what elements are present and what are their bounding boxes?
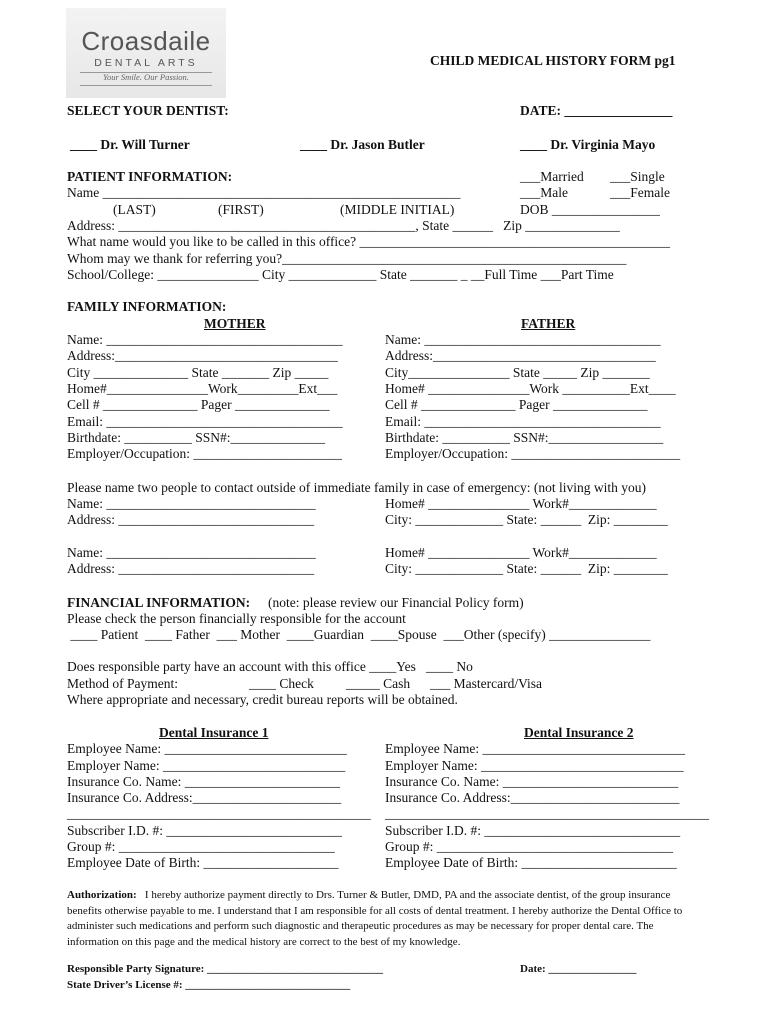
ins2-subscriber-id-field[interactable]: Subscriber I.D. #: _____________________________ — [385, 823, 681, 838]
date-field[interactable]: DATE: ________________ — [520, 103, 673, 118]
authorization-label: Authorization: — [67, 889, 137, 901]
father-name-field[interactable]: Name: ___________________________________ — [385, 332, 661, 347]
logo — [66, 8, 226, 98]
authorization-text: I hereby authorize payment directly to Drs. Turner & Butler, DMD, PA and the associate dentist, of the group insurance benefits otherwise payable to me. I understand that I am responsible for all costs of dental treatment. I hereby authorize the Dental Office to administer such medications and perform such diagnostic and therapeutic procedures as may be necessary for proper dental care. The information on this page and the medical history are correct to the best of my knowledge. — [67, 889, 683, 948]
account-question[interactable]: Does responsible party have an account with this office ____Yes ____ No — [67, 659, 473, 674]
father-heading: FATHER — [521, 316, 576, 331]
logo-name: Croasdaile — [81, 26, 211, 56]
ins2-address-line2-field[interactable]: ________________________________________________ — [385, 806, 709, 821]
male-checkbox[interactable]: ___Male — [520, 185, 568, 200]
dental-insurance-1-heading: Dental Insurance 1 — [159, 725, 269, 740]
mother-email-field[interactable]: Email: ___________________________________ — [67, 414, 343, 429]
ins2-company-address-field[interactable]: Insurance Co. Address:_________________________ — [385, 790, 680, 805]
emergency2-city-field[interactable]: City: _____________ State: ______ Zip: ________ — [385, 561, 668, 576]
signature-date-field[interactable]: Date: ________________ — [520, 963, 637, 975]
mother-name-field[interactable]: Name: ___________________________________ — [67, 332, 343, 347]
emergency1-phone-field[interactable]: Home# _______________ Work#_____________ — [385, 496, 657, 511]
father-address-field[interactable]: Address:_________________________________ — [385, 348, 656, 363]
payment-cash-option[interactable]: _____ Cash — [346, 676, 411, 691]
emergency2-phone-field[interactable]: Home# _______________ Work#_____________ — [385, 545, 657, 560]
ins1-employer-name-field[interactable]: Employer Name: ___________________________ — [67, 758, 346, 773]
dentist-option-butler[interactable]: ____ Dr. Jason Butler — [300, 137, 425, 152]
mother-phone-field[interactable]: Home#_______________Work_________Ext___ — [67, 381, 338, 396]
ins2-company-name-field[interactable]: Insurance Co. Name: __________________________ — [385, 774, 679, 789]
mother-birthdate-field[interactable]: Birthdate: __________ SSN#:______________ — [67, 430, 326, 445]
dentist-option-turner[interactable]: ____ Dr. Will Turner — [70, 137, 190, 152]
financial-note: (note: please review our Financial Policy form) — [268, 595, 524, 610]
married-checkbox[interactable]: ___Married — [520, 169, 584, 184]
last-name-label: (LAST) — [113, 202, 156, 217]
ins2-employee-dob-field[interactable]: Employee Date of Birth: _______________________ — [385, 855, 677, 870]
financial-info-heading: FINANCIAL INFORMATION: — [67, 595, 251, 610]
logo-divider — [80, 85, 212, 86]
signature-field[interactable]: Responsible Party Signature: ________________________________ — [67, 963, 384, 975]
father-cell-field[interactable]: Cell # ______________ Pager ______________ — [385, 397, 648, 412]
mother-cell-field[interactable]: Cell # ______________ Pager ______________ — [67, 397, 330, 412]
father-email-field[interactable]: Email: ___________________________________ — [385, 414, 661, 429]
referral-field[interactable]: Whom may we thank for referring you?___________________________________________________ — [67, 251, 627, 266]
ins1-address-line2-field[interactable]: _____________________________________________ — [67, 806, 371, 821]
patient-name-field[interactable]: Name _____________________________________________________ — [67, 185, 461, 200]
preferred-name-field[interactable]: What name would you like to be called in this office? ______________________________________________ — [67, 234, 671, 249]
father-birthdate-field[interactable]: Birthdate: __________ SSN#:_________________ — [385, 430, 664, 445]
father-phone-field[interactable]: Home# _______________Work __________Ext____ — [385, 381, 676, 396]
dentist-option-mayo[interactable]: ____ Dr. Virginia Mayo — [520, 137, 656, 152]
ins1-group-field[interactable]: Group #: ________________________________ — [67, 839, 335, 854]
emergency1-name-field[interactable]: Name: _______________________________ — [67, 496, 316, 511]
mother-city-field[interactable]: City ______________ State _______ Zip _____ — [67, 365, 329, 380]
ins1-subscriber-id-field[interactable]: Subscriber I.D. #: __________________________ — [67, 823, 342, 838]
ins2-employee-name-field[interactable]: Employee Name: ______________________________ — [385, 741, 685, 756]
emergency-intro: Please name two people to contact outside of immediate family in case of emergency: (not living with you) — [67, 480, 646, 495]
responsible-party-options[interactable]: ____ Patient ____ Father ___ Mother ____Guardian ____Spouse ___Other (specify) _______________ — [67, 627, 651, 642]
patient-info-heading: PATIENT INFORMATION: — [67, 169, 233, 184]
mother-address-field[interactable]: Address:_________________________________ — [67, 348, 338, 363]
ins1-company-name-field[interactable]: Insurance Co. Name: _______________________ — [67, 774, 340, 789]
payment-check-option[interactable]: ____ Check — [249, 676, 314, 691]
ins2-group-field[interactable]: Group #: ___________________________________ — [385, 839, 673, 854]
drivers-license-field[interactable]: State Driver’s License #: ______________________________ — [67, 979, 351, 991]
authorization-paragraph — [67, 888, 707, 950]
form-title: CHILD MEDICAL HISTORY FORM pg1 — [430, 53, 676, 68]
family-info-heading: FAMILY INFORMATION: — [67, 299, 227, 314]
school-field[interactable]: School/College: _______________ City _____________ State _______ _ __Full Time ___Part Time — [67, 267, 614, 282]
dob-field[interactable]: DOB ________________ — [520, 202, 660, 217]
payment-method-label: Method of Payment: — [67, 676, 178, 691]
middle-initial-label: (MIDDLE INITIAL) — [340, 202, 455, 217]
mother-heading: MOTHER — [204, 316, 266, 331]
ins2-employer-name-field[interactable]: Employer Name: ______________________________ — [385, 758, 684, 773]
first-name-label: (FIRST) — [218, 202, 264, 217]
emergency1-city-field[interactable]: City: _____________ State: ______ Zip: ________ — [385, 512, 668, 527]
ins1-company-address-field[interactable]: Insurance Co. Address:______________________ — [67, 790, 342, 805]
emergency1-address-field[interactable]: Address: _____________________________ — [67, 512, 315, 527]
address-field[interactable]: Address: ____________________________________________, State ______ Zip ______________ — [67, 218, 620, 233]
single-checkbox[interactable]: ___Single — [610, 169, 665, 184]
ins1-employee-dob-field[interactable]: Employee Date of Birth: ____________________ — [67, 855, 339, 870]
dental-insurance-2-heading: Dental Insurance 2 — [524, 725, 634, 740]
emergency2-address-field[interactable]: Address: _____________________________ — [67, 561, 315, 576]
emergency2-name-field[interactable]: Name: _______________________________ — [67, 545, 316, 560]
logo-tagline: Your Smile. Our Passion. — [103, 72, 189, 82]
mother-employer-field[interactable]: Employer/Occupation: ______________________ — [67, 446, 342, 461]
father-employer-field[interactable]: Employer/Occupation: _________________________ — [385, 446, 681, 461]
ins1-employee-name-field[interactable]: Employee Name: ___________________________ — [67, 741, 347, 756]
select-dentist-heading: SELECT YOUR DENTIST: — [67, 103, 229, 118]
female-checkbox[interactable]: ___Female — [610, 185, 670, 200]
credit-bureau-note: Where appropriate and necessary, credit bureau reports will be obtained. — [67, 692, 458, 707]
payment-card-option[interactable]: ___ Mastercard/Visa — [430, 676, 543, 691]
logo-sub: DENTAL ARTS — [94, 57, 198, 69]
father-city-field[interactable]: City_______________ State _____ Zip _______ — [385, 365, 650, 380]
financial-check-instruction: Please check the person financially responsible for the account — [67, 611, 406, 626]
